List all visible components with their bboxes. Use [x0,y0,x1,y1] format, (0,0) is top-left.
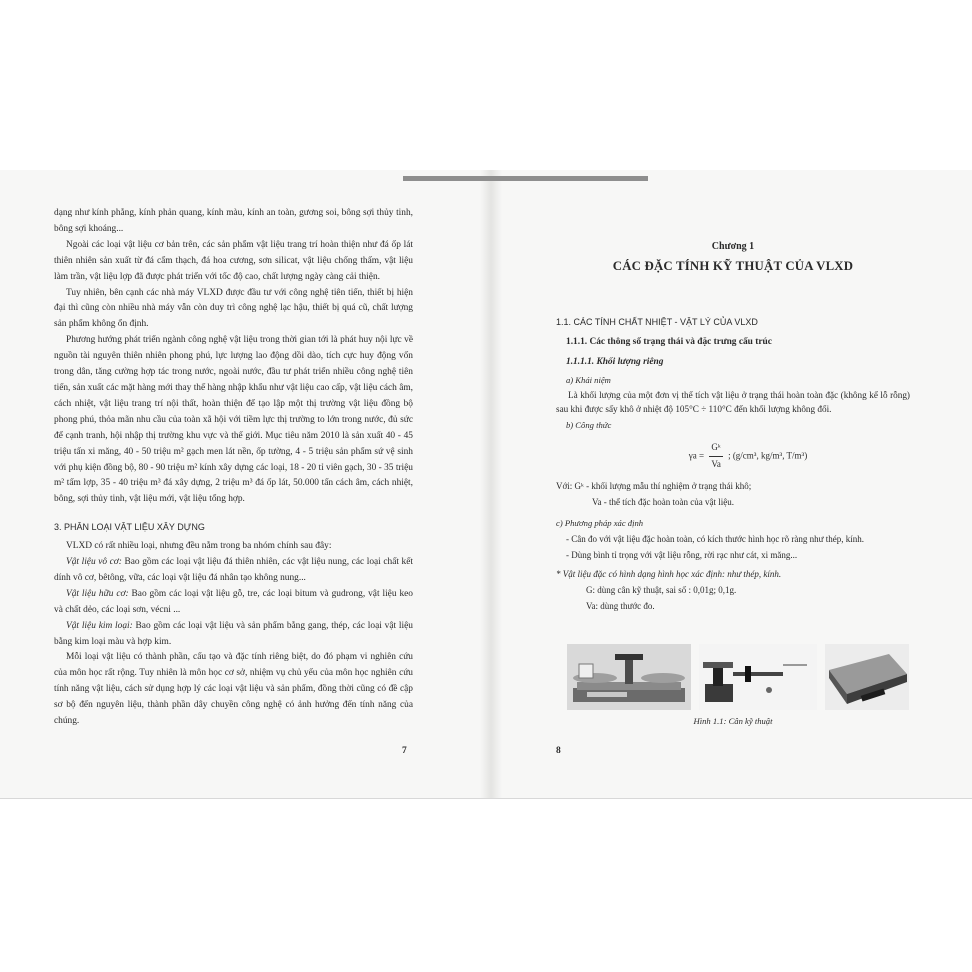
group-text: Bao gồm các loại vật liệu và sản phẩm bằng gang, thép, các loại vật liệu bằng kim loại màu và hợp kim. [54,620,413,647]
top-bar [403,176,648,181]
formula-fraction [709,440,723,473]
where-line-2: Va - thể tích đặc hoàn toàn của vật liệu. [592,497,734,508]
figure-caption: Hình 1.1: Cân kỹ thuật [693,716,773,726]
group-text: Bao gồm các loại vật liệu gỗ, tre, các loại bitum và gudrong, vật liệu keo và chất dẻo, các loại sơn, vécni ... [54,588,413,615]
formula-denominator: Va [711,459,721,470]
closing-paragraph: Mỗi loại vật liệu có thành phần, cấu tạo và đặc tính riêng biệt, do đó phạm vi nghiên cứu của môn học rất rộng. Tuy nhiên là môn học cơ sở, nhiệm vụ chủ yếu của môn học nghiên cứu tính năng vật liệu, cách sử dụng hợp lý các loại vật liệu và sản phẩm, đồng thời cũng có đề cập sơ bộ đến nguyên liệu, thành phần dây chuyền công nghệ có ảnh hưởng đến tính năng của chúng. [54,652,413,727]
group-term: Vật liệu vô cơ: [66,557,122,568]
formula-numerator: Gᵏ [709,440,723,457]
paragraph: dạng như kính phẳng, kính phản quang, kính màu, kính an toàn, gương soi, bông sợi thủy tinh, bông sợi khoáng... [54,208,413,234]
digital-scale-icon [825,644,909,710]
balance-scale-icon [567,644,691,710]
right-page [556,206,910,614]
heading-4: 1.1.1.1. Khối lượng riêng [566,356,664,367]
group-text: Bao gồm các loại vật liệu đá thiên nhiên, các vật liệu nung, các loại chất kết dính vô cơ, bêtông, vữa, các loại vật liệu đá nhân tạo không nung... [54,557,413,583]
formula-lhs: γa = [688,450,705,461]
balance-scale-photo [567,644,691,710]
beam-scale-icon [699,644,817,710]
subheading-c: c) Phương pháp xác định [556,517,644,528]
page-number-right: 8 [556,746,561,756]
tool-item: Va: dùng thước đo. [586,600,655,611]
figure-scales [567,644,909,710]
group-organic [54,587,413,619]
paragraph: Phương hướng phát triển ngành công nghệ vật liệu trong thời gian tới là phát huy nội lực về nguồn tài nguyên thiên nhiên phong phú, lực lượng lao động dồi dào, tích cực huy động vốn trong dân, tăng cường hợp tác trong nước, ngoài nước, đầu tư phát triển nhiều công nghệ tiên tiến, sản xuất các mặt hàng mới thay thế hàng nhập khẩu như vật liệu cao cấp, vật liệu cách âm, cách nhiệt, vật liệu trang trí nội thất, hoàn thiện để tạo lập một thị trường vật liệu đồng bộ phong phú, thỏa mãn nhu cầu của toàn xã hội với tiềm lực thị trường to lớn trong nước, đủ sức để cạnh tranh, hội nhập thị trường khu vực và thế giới. Mục tiêu năm 2010 là sản xuất 40 - 45 triệu tấn xi măng, 40 - 50 triệu m² gạch men lát nền, ốp tường, 4 - 5 triệu sản phẩm sứ vệ sinh với phụ kiện đồng bộ, 80 - 90 triệu m² kính xây dựng các loại, 18 - 20 tỉ viên gạch, 30 - 35 triệu m² tấm lợp, 35 - 40 triệu m³ đá xây dựng, 2 triệu m³ đá ốp lát, 50.000 tấn cách âm, cách nhiệt, bông, sợi thủy tinh, vật liệu mới, vật liệu tổng hợp. [54,335,413,505]
group-term: Vật liệu hữu cơ: [66,588,129,599]
chapter-number: Chương 1 [711,241,755,252]
subheading-a: a) Khái niệm [566,374,611,385]
density-formula [586,440,910,473]
group-term: Vật liệu kim loại: [66,620,133,631]
section-intro: VLXD có rất nhiều loại, nhưng đều nằm trong ba nhóm chính sau đây: [66,541,332,552]
book-gutter [480,170,502,798]
tool-item: G: dùng cân kỹ thuật, sai số : 0,01g; 0,1g. [586,584,737,595]
digital-scale-photo [825,644,909,710]
beam-scale-photo [699,644,817,710]
definition: Là khối lượng của một đơn vị thể tích vật liệu ở trạng thái hoàn toàn đặc (không kể lỗ rỗng) sau khi được sấy khô ở nhiệt độ 105°C ÷ 110°C đến khối lượng không đổi. [556,390,910,415]
note-line: * Vật liệu đặc có hình dạng hình học xác định: như thép, kính. [556,568,782,579]
section-title: 3. PHÂN LOẠI VẬT LIỆU XÂY DỰNG [54,522,205,533]
group-inorganic [54,555,413,587]
group-metal [54,619,413,651]
subheading-b: b) Công thức [566,420,612,431]
page-number-left: 7 [402,746,407,756]
left-page [54,206,413,730]
paragraph: Ngoài các loại vật liệu cơ bản trên, các sản phẩm vật liệu trang trí hoàn thiện như đá ốp lát thiên nhiên sản xuất từ đá cẩm thạch, đá hoa cương, sơn silicat, vật liệu chống thấm, vật liệu làm trần, vật liệu lợp đã được phát triển với tốc độ cao, chất lượng ngày càng cải thiện. [54,239,413,282]
paragraph: Tuy nhiên, bên cạnh các nhà máy VLXD được đầu tư với công nghệ tiên tiến, thiết bị hiện đại thì cũng còn nhiều nhà máy vẫn còn duy trì công nghệ lạc hậu, thiết bị quá cũ, chất lượng sản phẩm không ổn định. [54,287,413,330]
formula-units: ; (g/cm³, kg/m³, T/m³) [728,450,808,461]
heading-3: 1.1.1. Các thông số trạng thái và đặc trưng cấu trúc [566,336,772,347]
method-item: - Dùng bình tỉ trọng với vật liệu rỗng, rời rạc như cát, xi măng... [566,549,798,560]
method-item: - Cân đo với vật liệu đặc hoàn toàn, có kích thước hình học rõ ràng như thép, kính. [566,533,864,544]
where-line-1: Với: Gᵏ - khối lượng mẫu thí nghiệm ở trạng thái khô; [556,481,752,492]
heading-2: 1.1. CÁC TÍNH CHẤT NHIỆT - VẬT LÝ CỦA VLXD [556,316,758,327]
chapter-title: CÁC ĐẶC TÍNH KỸ THUẬT CỦA VLXD [612,258,854,273]
